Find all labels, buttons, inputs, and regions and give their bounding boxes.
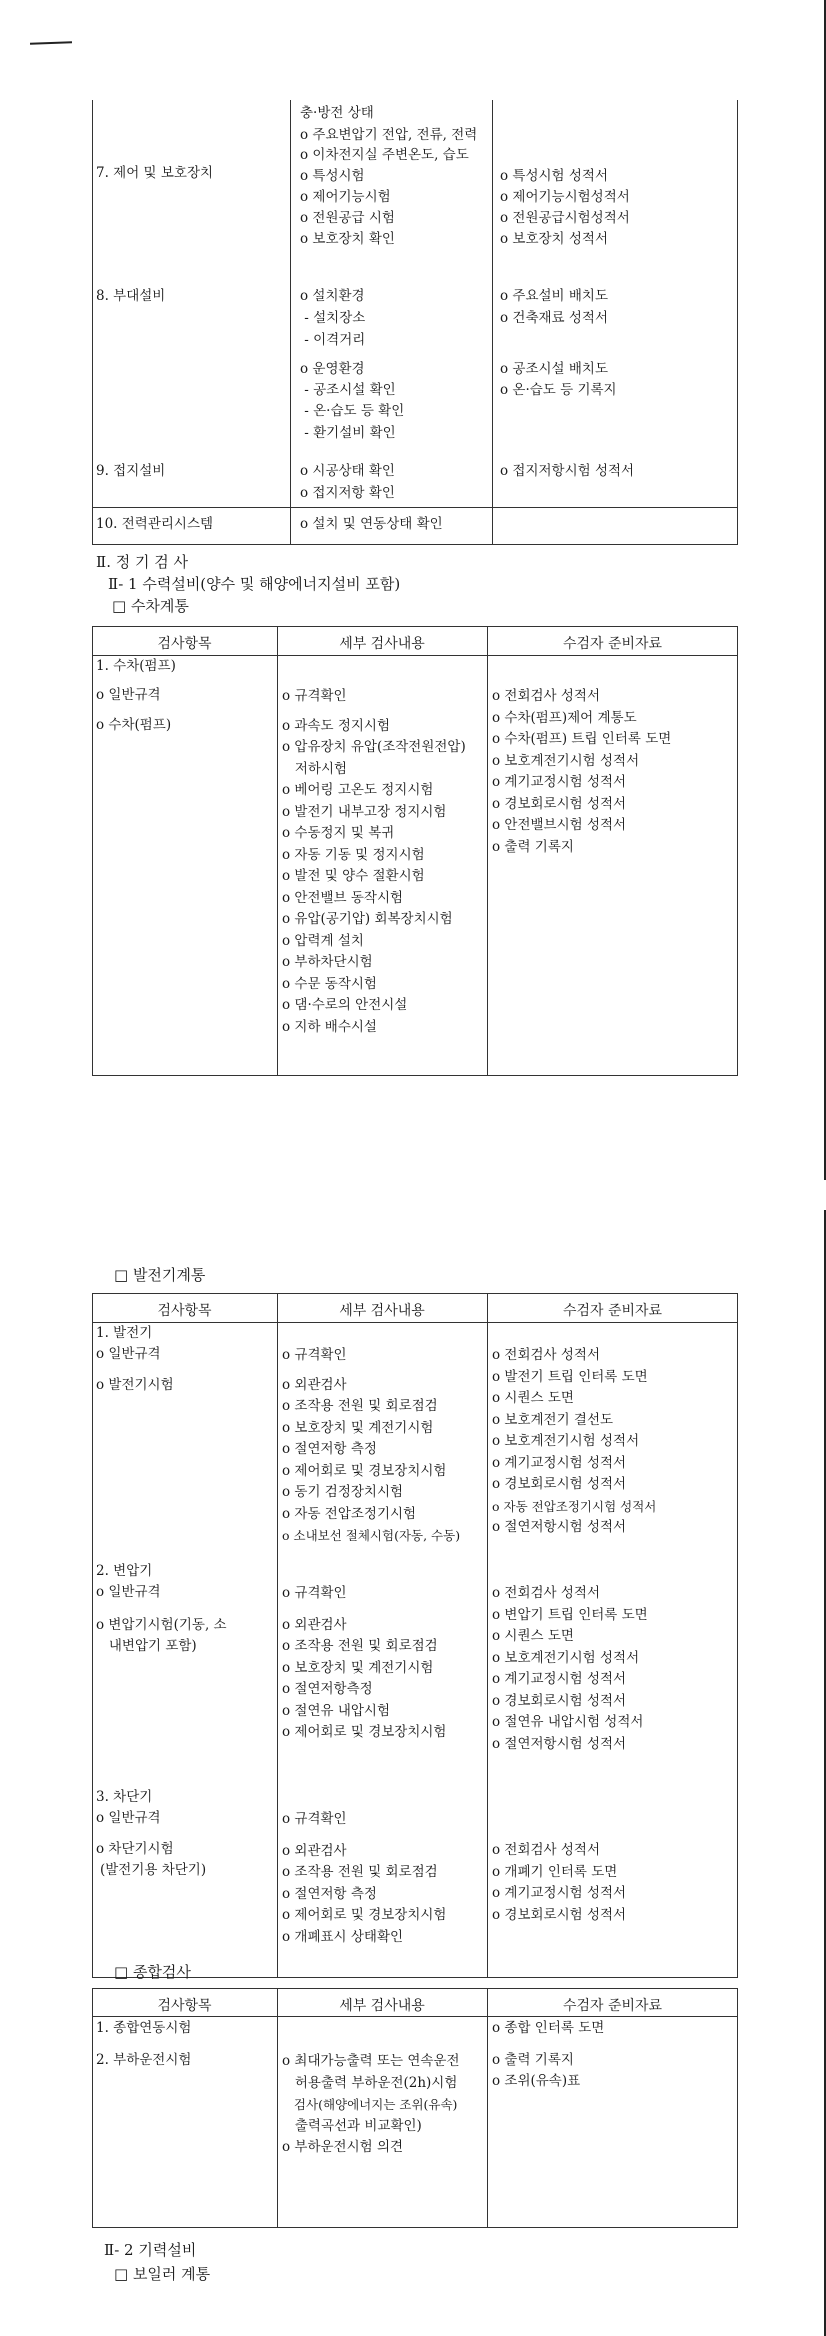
detail-line: o 절연유 내압시험 <box>282 1702 390 1719</box>
header-divider <box>92 655 738 656</box>
prep-line: o 접지저항시험 성적서 <box>500 463 635 479</box>
detail-line: o 압유장치 유압(조작전원전압) <box>282 739 466 755</box>
col-divider <box>290 100 291 545</box>
detail-line: - 공조시설 확인 <box>300 382 396 398</box>
header-detail: 세부 검사내용 <box>339 1998 425 2014</box>
detail-line: o 조작용 전원 및 회로점검 <box>282 1398 438 1414</box>
row-title-ems: 10. 전력관리시스템 <box>96 516 214 532</box>
detail-line: o 안전밸브 동작시험 <box>282 889 404 906</box>
detail-line: o 주요변압기 전압, 전류, 전력 <box>300 127 478 143</box>
detail-line: - 온·습도 등 확인 <box>300 403 405 419</box>
detail-line: o 절연저항 측정 <box>282 1885 377 1902</box>
prep-line: o 변압기 트립 인터록 도면 <box>492 1606 648 1623</box>
header-item: 검사항목 <box>157 636 212 652</box>
detail-line: o 이차전지실 주변온도, 습도 <box>300 147 469 163</box>
section-heading: Ⅱ. 정 기 검 사 <box>96 553 188 571</box>
detail-line: o 개폐표시 상태확인 <box>282 1928 404 1945</box>
header-detail: 세부 검사내용 <box>339 636 425 652</box>
prep-line: o 안전밸브시험 성적서 <box>492 817 627 833</box>
detail-line: o 보호장치 및 계전기시험 <box>282 1659 434 1676</box>
detail-line: o 절연저항 측정 <box>282 1441 377 1457</box>
group-title: □ 종합검사 <box>114 1963 191 1981</box>
group-title: □ 수차계통 <box>112 597 189 615</box>
detail-line: o 특성시험 <box>300 168 365 184</box>
prep-list <box>492 1345 656 1539</box>
prep-list <box>492 1840 626 1926</box>
detail-line: o 시공상태 확인 <box>300 463 395 479</box>
detail-line: o 절연저항측정 <box>282 1681 373 1697</box>
item-line: o 변압기시험(기동, 소 <box>96 1617 227 1633</box>
detail-line: 충·방전 상태 <box>300 105 374 121</box>
detail-line: o 규격확인 <box>282 1811 347 1827</box>
detail-line: o 동기 검정장치시험 <box>282 1484 404 1500</box>
detail-line: o 부하운전시험 의견 <box>282 2139 404 2155</box>
row-title-grounding: 9. 접지설비 <box>96 463 166 479</box>
prep-line: o 전회검사 성적서 <box>492 1585 600 1601</box>
detail-line: o 설치 및 연동상태 확인 <box>300 516 443 532</box>
prep-line: o 공조시설 배치도 <box>500 361 608 377</box>
detail-list <box>282 1809 446 1948</box>
detail-line: o 보호장치 확인 <box>300 231 395 247</box>
col-divider <box>277 1988 278 2228</box>
detail-line: o 규격확인 <box>282 1585 347 1601</box>
prep-line: o 수차(펌프) 트립 인터록 도면 <box>492 731 672 747</box>
col-divider <box>487 626 488 1076</box>
prep-line: o 보호계전기 결선도 <box>492 1411 614 1428</box>
detail-line: o 제어회로 및 경보장치시험 <box>282 1907 447 1923</box>
detail-list <box>282 1583 446 1744</box>
detail-line: o 제어기능시험 <box>300 189 391 205</box>
detail-line: o 최대가능출력 또는 연속운전 <box>282 2053 460 2069</box>
item-line: o 일반규격 <box>96 1584 161 1600</box>
detail-line: - 이격거리 <box>300 332 366 348</box>
item-line: o 일반규격 <box>96 1810 161 1826</box>
detail-line: o 보호장치 및 계전기시험 <box>282 1419 434 1436</box>
prep-line: o 경보회로시험 성적서 <box>492 795 627 812</box>
detail-line: o 유압(공기압) 회복장치시험 <box>282 911 453 927</box>
detail-line: o 접지저항 확인 <box>300 485 395 501</box>
prep-line: o 전회검사 성적서 <box>492 1842 600 1858</box>
prep-line: o 경보회로시험 성적서 <box>492 1476 627 1492</box>
col-divider <box>492 100 493 545</box>
prep-line: o 출력 기록지 <box>492 2052 574 2068</box>
header-item: 검사항목 <box>157 1303 212 1319</box>
item-line: (발전기용 차단기) <box>100 1862 207 1878</box>
prep-line: o 조위(유속)표 <box>492 2073 581 2089</box>
prep-line: o 개폐기 인터록 도면 <box>492 1863 618 1880</box>
prep-line: o 계기교정시험 성적서 <box>492 1885 627 1901</box>
prep-line: o 보호계전기시험 성적서 <box>492 1433 640 1449</box>
header-prep: 수검자 준비자료 <box>562 636 663 652</box>
detail-line: o 제어회로 및 경보장치시험 <box>282 1724 447 1740</box>
header-divider <box>92 1322 738 1323</box>
prep-line: o 출력 기록지 <box>492 838 574 855</box>
prep-line: o 경보회로시험 성적서 <box>492 1906 627 1923</box>
detail-line: o 자동 기동 및 정지시험 <box>282 846 425 863</box>
prep-line: o 보호장치 성적서 <box>500 231 608 247</box>
item-line: 1. 종합연동시험 <box>96 2020 192 2036</box>
item-line: 1. 발전기 <box>96 1325 153 1341</box>
header-prep: 수검자 준비자료 <box>562 1303 663 1319</box>
item-line: 내변압기 포함) <box>96 1638 197 1654</box>
prep-line: o 건축재료 성적서 <box>500 310 608 326</box>
prep-line: o 온·습도 등 기록지 <box>500 382 617 398</box>
detail-list <box>282 686 466 1038</box>
detail-line: 허용출력 부하운전(2h)시험 <box>282 2074 458 2091</box>
detail-line: - 환기설비 확인 <box>300 425 396 441</box>
row-title-control: 7. 제어 및 보호장치 <box>96 165 214 181</box>
group-title: □ 발전기계통 <box>114 1266 206 1284</box>
row-title-auxiliary: 8. 부대설비 <box>96 288 166 304</box>
prep-line: o 보호계전기시험 성적서 <box>492 1649 640 1666</box>
prep-line: o 계기교정시험 성적서 <box>492 1671 627 1687</box>
prep-line: o 전회검사 성적서 <box>492 688 600 704</box>
prep-line: o 종합 인터록 도면 <box>492 2020 605 2036</box>
detail-line: 검사(해양에너지는 조위(유속) <box>282 2097 458 2112</box>
detail-line: o 규격확인 <box>282 688 347 704</box>
prep-list <box>492 686 671 858</box>
prep-line: o 계기교정시험 성적서 <box>492 774 627 790</box>
detail-line: o 외관검사 <box>282 1616 347 1633</box>
detail-line: - 설치장소 <box>300 310 366 326</box>
detail-line: o 제어회로 및 경보장치시험 <box>282 1462 447 1479</box>
prep-line: o 전원공급시험성적서 <box>500 210 630 226</box>
detail-line: o 소내보선 절체시험(자동, 수동) <box>282 1528 461 1543</box>
detail-line: o 지하 배수시설 <box>282 1018 377 1035</box>
item-line: o 수차(펌프) <box>96 717 172 733</box>
prep-line: o 절연유 내압시험 성적서 <box>492 1714 644 1730</box>
col-divider <box>277 626 278 1076</box>
detail-line: o 발전기 내부고장 정지시험 <box>282 803 447 820</box>
page-gap <box>0 1180 826 1210</box>
item-line: 2. 변압기 <box>96 1563 153 1579</box>
prep-line: o 제어기능시험성적서 <box>500 189 630 205</box>
detail-line: o 댐·수로의 안전시설 <box>282 997 408 1013</box>
detail-line: o 규격확인 <box>282 1347 347 1363</box>
col-divider <box>277 1293 278 1978</box>
prep-line: o 계기교정시험 성적서 <box>492 1454 627 1471</box>
detail-list <box>282 1345 460 1547</box>
detail-line: o 압력계 설치 <box>282 932 364 949</box>
detail-line: o 외관검사 <box>282 1376 347 1393</box>
detail-line: o 부하차단시험 <box>282 954 373 970</box>
col-divider <box>487 1293 488 1978</box>
prep-line: o 절연저항시험 성적서 <box>492 1735 627 1752</box>
subsection-heading: Ⅱ- 1 수력설비(양수 및 해양에너지설비 포함) <box>108 575 401 593</box>
detail-list <box>282 2051 460 2159</box>
header-detail: 세부 검사내용 <box>339 1303 425 1319</box>
detail-line: o 조작용 전원 및 회로점검 <box>282 1864 438 1880</box>
prep-line: o 경보회로시험 성적서 <box>492 1692 627 1709</box>
prep-line: o 절연저항시험 성적서 <box>492 1519 627 1535</box>
item-line: o 일반규격 <box>96 1346 161 1362</box>
subsection-heading: Ⅱ- 2 기력설비 <box>104 2241 197 2259</box>
header-item: 검사항목 <box>157 1998 212 2014</box>
detail-line: o 설치환경 <box>300 288 365 304</box>
prep-line: o 수차(펌프)제어 계통도 <box>492 709 637 726</box>
detail-line: o 외관검사 <box>282 1842 347 1859</box>
detail-line: o 수문 동작시험 <box>282 975 377 992</box>
prep-line: o 보호계전기시험 성적서 <box>492 752 640 769</box>
prep-line: o 특성시험 성적서 <box>500 168 608 184</box>
header-divider <box>92 2016 738 2017</box>
detail-line: 출력곡선과 비교확인) <box>282 2117 422 2134</box>
detail-line: o 운영환경 <box>300 361 365 377</box>
detail-line: o 발전 및 양수 절환시험 <box>282 868 425 884</box>
detail-line: 저하시험 <box>282 760 348 777</box>
item-line: 2. 부하운전시험 <box>96 2052 192 2068</box>
row-divider <box>92 507 738 508</box>
col-divider <box>487 1988 488 2228</box>
header-prep: 수검자 준비자료 <box>562 1998 663 2014</box>
prep-line: o 시퀀스 도면 <box>492 1628 574 1644</box>
prep-line: o 자동 전압조정기시험 성적서 <box>492 1498 657 1514</box>
prep-line: o 발전기 트립 인터록 도면 <box>492 1368 648 1385</box>
detail-line: o 과속도 정지시험 <box>282 717 390 734</box>
item-line: 1. 수차(펌프) <box>96 658 176 674</box>
group-title: □ 보일러 계통 <box>114 2265 211 2283</box>
item-line: o 차단기시험 <box>96 1841 174 1857</box>
prep-line: o 전회검사 성적서 <box>492 1347 600 1363</box>
item-line: o 일반규격 <box>96 687 161 703</box>
detail-line: o 자동 전압조정기시험 <box>282 1505 417 1522</box>
detail-line: o 전원공급 시험 <box>300 210 395 226</box>
detail-line: o 베어링 고온도 정지시험 <box>282 782 434 798</box>
prep-line: o 주요설비 배치도 <box>500 288 608 304</box>
detail-line: o 수동정지 및 복귀 <box>282 825 395 841</box>
detail-line: o 조작용 전원 및 회로점검 <box>282 1638 438 1654</box>
item-line: 3. 차단기 <box>96 1789 153 1805</box>
prep-line: o 시퀀스 도면 <box>492 1390 574 1406</box>
prep-list <box>492 1583 648 1755</box>
item-line: o 발전기시험 <box>96 1377 174 1393</box>
